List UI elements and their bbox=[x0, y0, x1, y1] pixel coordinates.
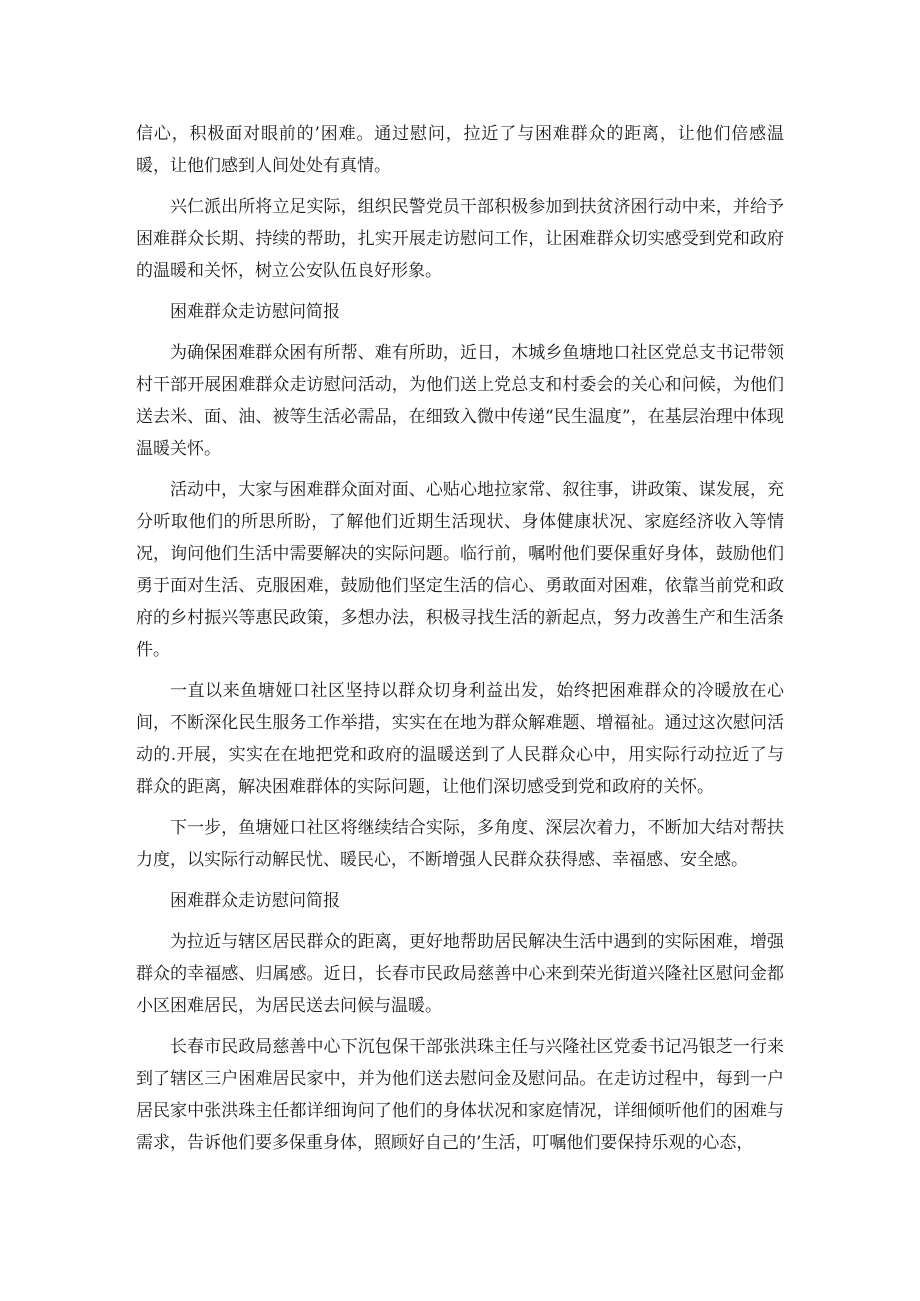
paragraph: 为拉近与辖区居民群众的距离，更好地帮助居民解决生活中遇到的实际困难，增强群众的幸福感、归属感。近日，长春市民政局慈善中心来到荣光街道兴隆社区慰问金都小区困难居民，为居民送去问候与温暖。 bbox=[136, 932, 784, 1016]
paragraph: 活动中，大家与困难群众面对面、心贴心地拉家常、叙往事，讲政策、谋发展，充分听取他们的所思所盼，了解他们近期生活现状、身体健康状况、家庭经济收入等情况，询问他们生活中需要解决的实际问题。临行前，嘱咐他们要保重好身体，鼓励他们勇于面对生活、克服困难，鼓励他们坚定生活的信心、勇敢面对困难，依靠当前党和政府的乡村振兴等惠民政策，多想办法，积极寻找生活的新起点，努力改善生产和生活条件。 bbox=[136, 480, 784, 660]
paragraph-continuation: 信心，积极面对眼前的’困难。通过慰问，拉近了与困难群众的距离，让他们倍感温暖，让他们感到人间处处有真情。 bbox=[136, 124, 784, 176]
paragraph: 一直以来鱼塘娅口社区坚持以群众切身利益出发，始终把困难群众的冷暖放在心间，不断深化民生服务工作举措，实实在在地为群众解难题、增福祉。通过这次慰问活动的.开展，实实在在地把党和政府的温暖送到了人民群众心中，用实际行动拉近了与群众的距离，解决困难群体的实际问题，让他们深切感受到党和政府的关怀。 bbox=[136, 681, 784, 797]
paragraph: 长春市民政局慈善中心下沉包保干部张洪珠主任与兴隆社区党委书记冯银芝一行来到了辖区三户困难居民家中，并为他们送去慰问金及慰问品。在走访过程中，每到一户居民家中张洪珠主任都详细询问了他们的身体状况和家庭情况，详细倾听他们的困难与需求，告诉他们要多保重身体，照顾好自己的’生活，叮嘱他们要保持乐观的心态， bbox=[136, 1037, 784, 1153]
paragraph: 下一步，鱼塘娅口社区将继续结合实际，多角度、深层次着力，不断加大结对帮扶力度，以实际行动解民忧、暖民心，不断增强人民群众获得感、幸福感、安全感。 bbox=[136, 818, 784, 870]
document-body bbox=[136, 118, 784, 1168]
paragraph: 为确保困难群众困有所帮、难有所助，近日，木城乡鱼塘地口社区党总支书记带领村干部开展困难群众走访慰问活动，为他们送上党总支和村委会的关心和问候，为他们送去米、面、油、被等生活必需品，在细致入微中传递“民生温度”，在基层治理中体现温暖关怀。 bbox=[136, 343, 784, 459]
paragraph: 兴仁派出所将立足实际，组织民警党员干部积极参加到扶贫济困行动中来，并给予困难群众长期、持续的帮助，扎实开展走访慰问工作，让困难群众切实感受到党和政府的温暖和关怀，树立公安队伍良好形象。 bbox=[136, 197, 784, 281]
section-heading: 困难群众走访慰问简报 bbox=[170, 891, 340, 911]
section-heading: 困难群众走访慰问简报 bbox=[170, 302, 340, 322]
